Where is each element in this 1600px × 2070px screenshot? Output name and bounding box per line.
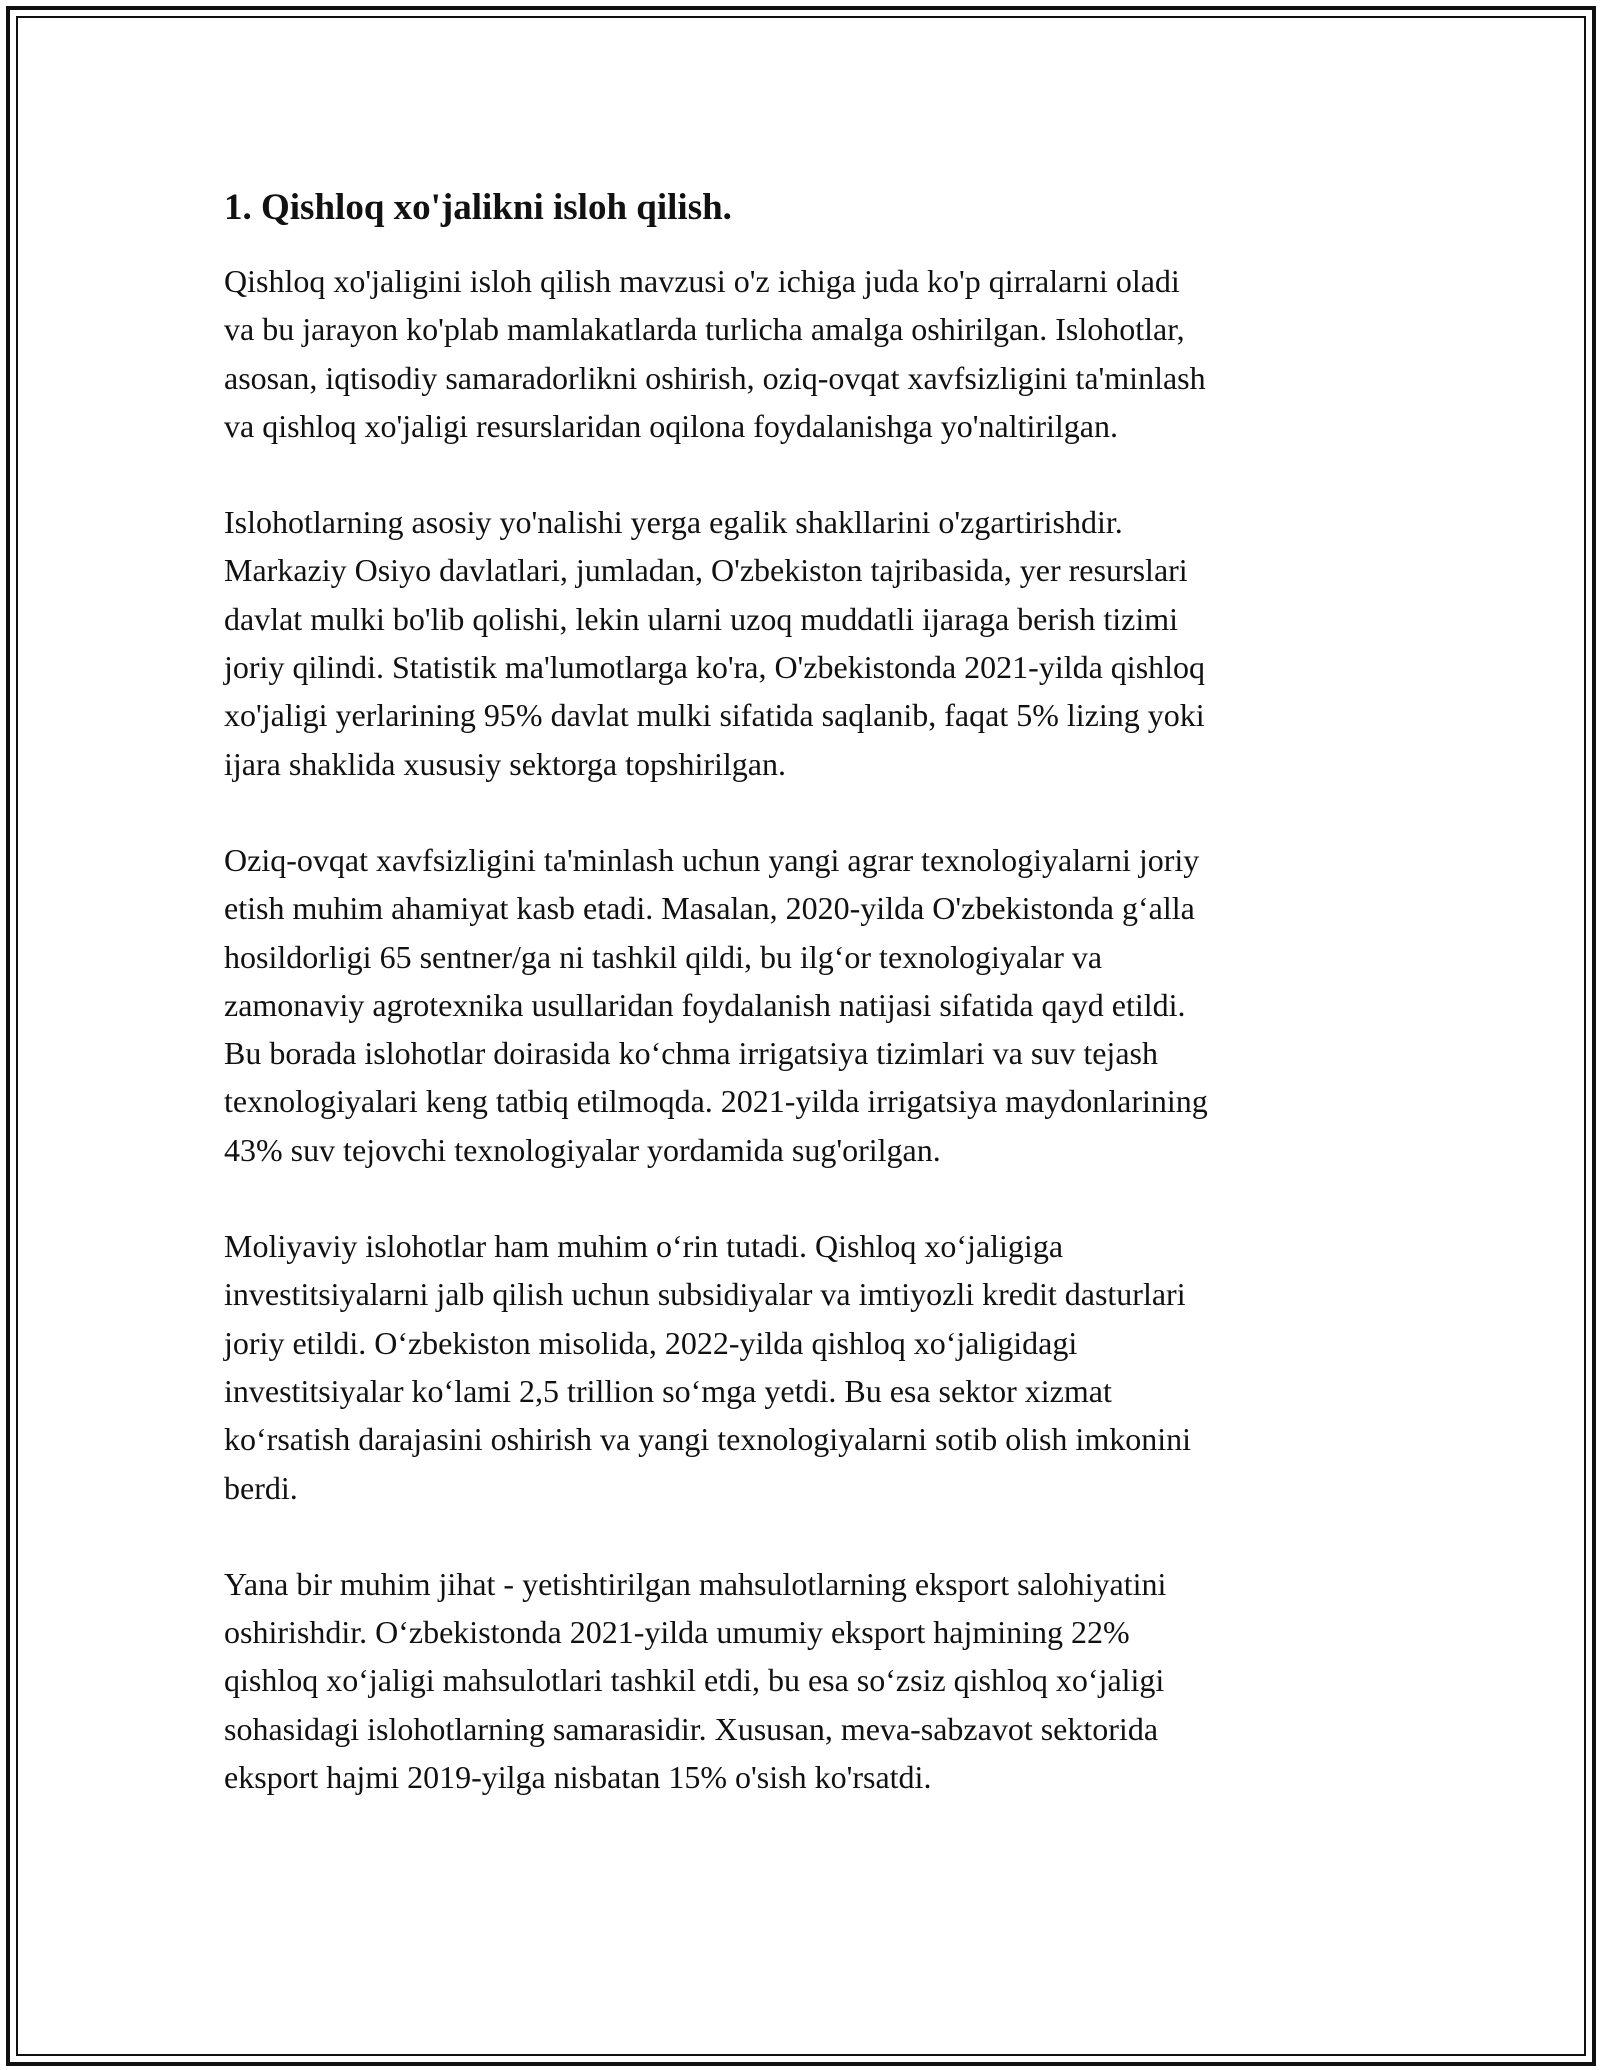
paragraph-2: Islohotlarning asosiy yo'nalishi yerga egalik shakllarini o'zgartirishdir. Markaziy Osiyo davlatlari, jumladan, O'zbekiston tajribasida, yer resurslari davlat mulki bo'lib qolishi, lekin ularni uzoq muddatli ijaraga berish tizimi joriy qilindi. Statistik ma'lumotlarga ko'ra, O'zbekistonda 2021-yilda qishloq xo'jaligi yerlarining 95% davlat mulki sifatida saqlanib, faqat 5% lizing yoki ijara shaklida xususiy sektorga topshirilgan. <box>224 504 1206 782</box>
section-heading: 1. Qishloq xo'jalikni isloh qilish. <box>224 187 732 228</box>
document-body <box>224 185 1374 1849</box>
paragraph-5: Yana bir muhim jihat - yetishtirilgan mahsulotlarning eksport salohiyatini oshirishdir. O‘zbekistonda 2021-yilda umumiy eksport hajmining 22% qishloq xo‘jaligi mahsulotlari tashkil etdi, bu esa so‘zsiz qishloq xo‘jaligi sohasidagi islohotlarning samarasidir. Xususan, meva-sabzavot sektorida eksport hajmi 2019-yilga nisbatan 15% o'sish ko'rsatdi. <box>224 1565 1167 1796</box>
paragraph-1: Qishloq xo'jaligini isloh qilish mavzusi o'z ichiga juda ko'p qirralarni oladi va bu jarayon ko'plab mamlakatlarda turlicha amalga oshirilgan. Islohotlar, asosan, iqtisodiy samaradorlikni oshirish, oziq-ovqat xavfsizligini ta'minlash va qishloq xo'jaligi resurslaridan oqilona foydalanishga yo'naltirilgan. <box>224 263 1206 444</box>
paragraph-3: Oziq-ovqat xavfsizligini ta'minlash uchun yangi agrar texnologiyalarni joriy etish muhim ahamiyat kasb etadi. Masalan, 2020-yilda O'zbekistonda g‘alla hosildorligi 65 sentner/ga ni tashkil qildi, bu ilg‘or texnologiyalar va zamonaviy agrotexnika usullaridan foydalanish natijasi sifatida qayd etildi. Bu borada islohotlar doirasida ko‘chma irrigatsiya tizimlari va suv tejash texnologiyalari keng tatbiq etilmoqda. 2021-yilda irrigatsiya maydonlarining 43% suv tejovchi texnologiyalar yordamida sug'orilgan. <box>224 841 1208 1168</box>
paragraph-4: Moliyaviy islohotlar ham muhim o‘rin tutadi. Qishloq xo‘jaligiga investitsiyalarni jalb qilish uchun subsidiyalar va imtiyozli kredit dasturlari joriy etildi. O‘zbekiston misolida, 2022-yilda qishloq xo‘jaligidagi investitsiyalar ko‘lami 2,5 trillion so‘mga yetdi. Bu esa sektor xizmat ko‘rsatish darajasini oshirish va yangi texnologiyalarni sotib olish imkonini berdi. <box>224 1228 1191 1506</box>
